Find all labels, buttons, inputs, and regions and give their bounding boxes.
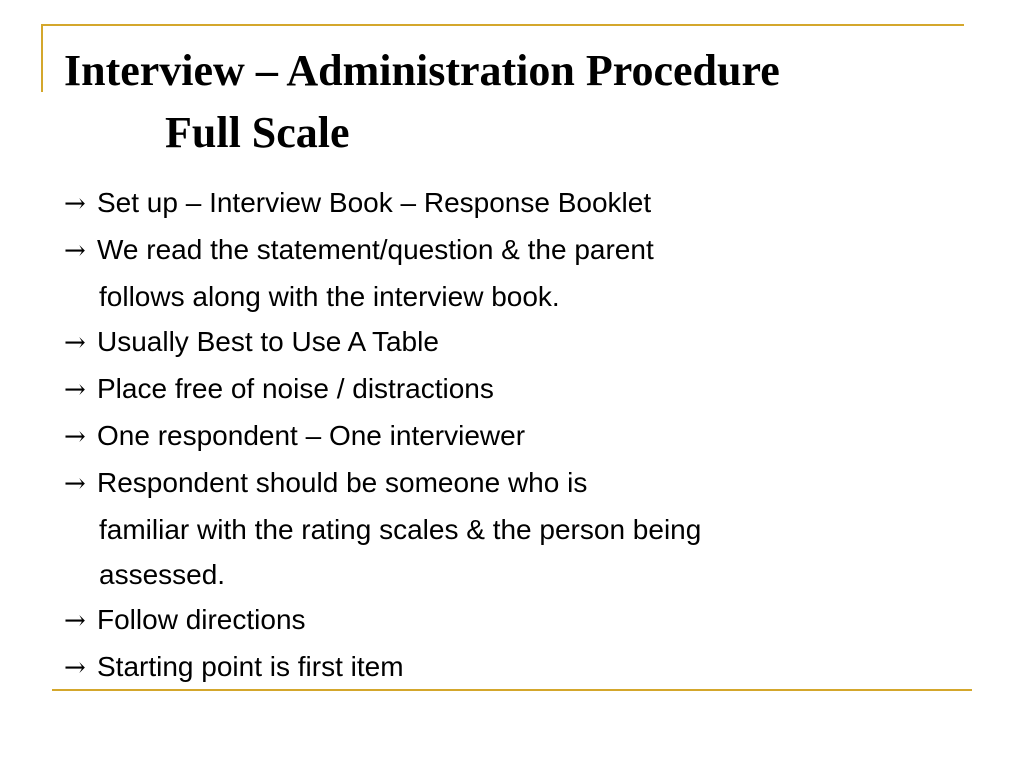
bullet-item bbox=[64, 319, 964, 366]
bullet-item bbox=[64, 227, 964, 274]
left-accent-bar bbox=[41, 24, 43, 92]
bullet-text: Set up – Interview Book – Response Booklet bbox=[97, 187, 652, 218]
slide-title bbox=[64, 40, 964, 164]
bullet-continuation: follows along with the interview book. bbox=[99, 281, 560, 312]
top-divider bbox=[41, 24, 964, 26]
arrow-bullet-icon: → bbox=[64, 422, 86, 452]
bullet-list bbox=[64, 180, 964, 691]
bullet-text: Respondent should be someone who is bbox=[97, 467, 588, 498]
bullet-text: Starting point is first item bbox=[97, 651, 404, 682]
arrow-bullet-icon: → bbox=[64, 606, 86, 636]
bullet-text: Follow directions bbox=[97, 604, 306, 635]
bullet-continuation: assessed. bbox=[99, 559, 226, 590]
bullet-item bbox=[64, 180, 964, 227]
bottom-divider bbox=[52, 689, 972, 691]
bullet-item bbox=[64, 597, 964, 644]
bullet-item bbox=[64, 413, 964, 460]
arrow-bullet-icon: → bbox=[64, 469, 86, 499]
bullet-text: Usually Best to Use A Table bbox=[97, 326, 439, 357]
title-line-1: Interview – Administration Procedure bbox=[64, 46, 780, 95]
bullet-text: One respondent – One interviewer bbox=[97, 420, 526, 451]
arrow-bullet-icon: → bbox=[64, 375, 86, 405]
bullet-continuation: familiar with the rating scales & the person being bbox=[99, 514, 702, 545]
bullet-item bbox=[64, 644, 964, 691]
arrow-bullet-icon: → bbox=[64, 653, 86, 683]
arrow-bullet-icon: → bbox=[64, 189, 86, 219]
bullet-text: We read the statement/question & the parent bbox=[97, 234, 654, 265]
bullet-text: Place free of noise / distractions bbox=[97, 373, 494, 404]
title-line-2: Full Scale bbox=[165, 108, 350, 157]
arrow-bullet-icon: → bbox=[64, 328, 86, 358]
bullet-item bbox=[64, 460, 964, 507]
arrow-bullet-icon: → bbox=[64, 236, 86, 266]
bullet-item bbox=[64, 366, 964, 413]
